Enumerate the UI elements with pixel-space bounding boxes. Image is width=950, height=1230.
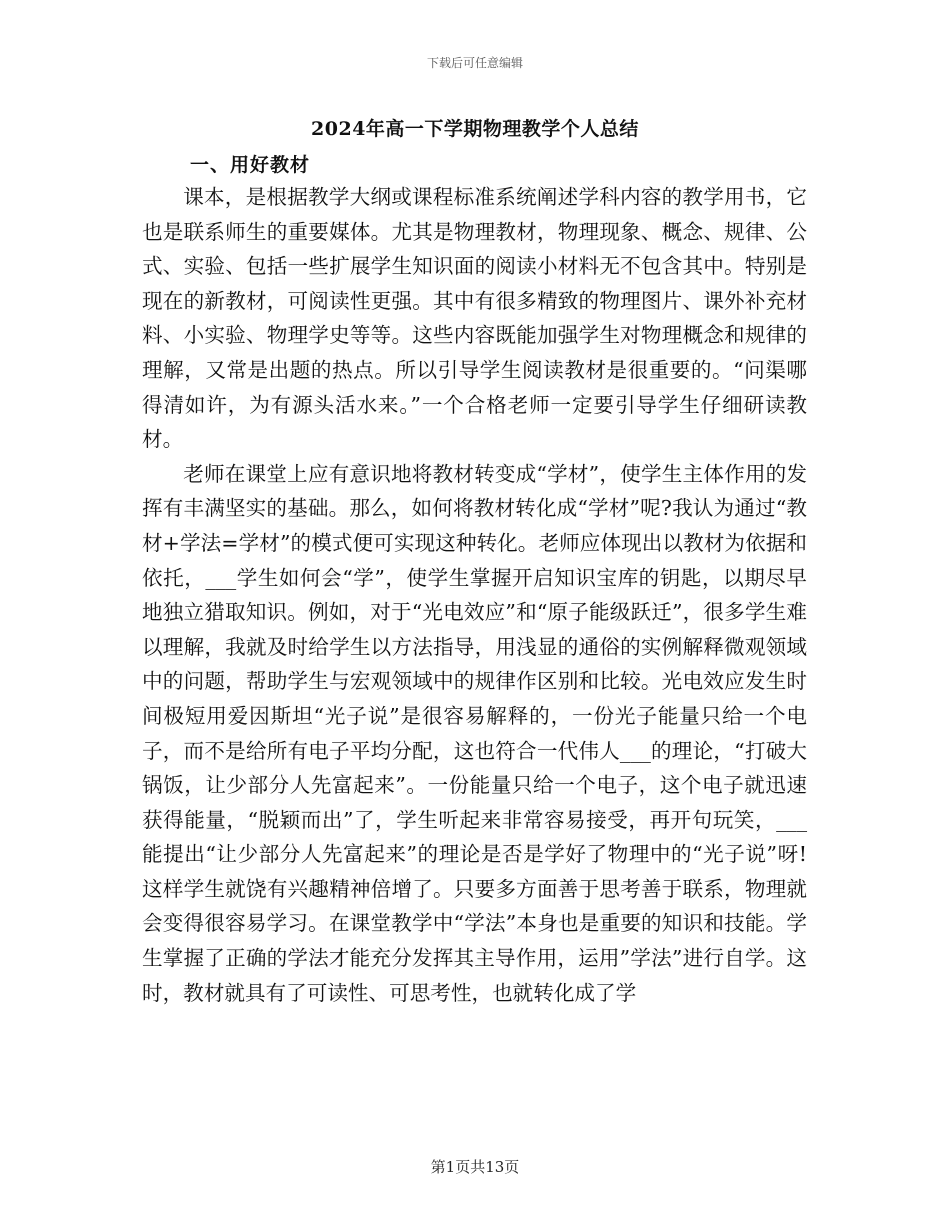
body-text (142, 180, 807, 1010)
document-title: 2024年高一下学期物理教学个人总结 (311, 118, 639, 140)
paragraph: 课本，是根据教学大纲或课程标准系统阐述学科内容的教学用书，它也是联系师生的重要媒体。尤其是物理教材，物理现象、概念、规律、公式、实验、包括一些扩展学生知识面的阅读小材料无不包含其中。特别是现在的新教材，可阅读性更强。其中有很多精致的物理图片、课外补充材料、小实验、物理学史等等。这些内容既能加强学生对物理概念和规律的理解，又常是出题的热点。所以引导学生阅读教材是很重要的。“问渠哪得清如许，为有源头活水来。”一个合格老师一定要引导学生仔细研读教材。 (142, 185, 807, 452)
paragraph: 老师在课堂上应有意识地将教材转变成“学材”，使学生主体作用的发挥有丰满坚实的基础。那么，如何将教材转化成“学材”呢?我认为通过“教材+学法=学材”的模式便可实现这种转化。老师应体现出以教材为依据和依托，___学生如何会“学”，使学生掌握开启知识宝库的钥匙，以期尽早地独立猎取知识。例如，对于“光电效应”和“原子能级跃迁”，很多学生难以理解，我就及时给学生以方法指导，用浅显的通俗的实例解释微观领域中的问题，帮助学生与宏观领域中的规律作区别和比较。光电效应发生时间极短用爱因斯坦“光子说”是很容易解释的，一份光子能量只给一个电子，而不是给所有电子平均分配，这也符合一代伟人___的理论，“打破大锅饭，让少部分人先富起来”。一份能量只给一个电子，这个电子就迅速获得能量，“脱颖而出”了，学生听起来非常容易接受，再开句玩笑，___能提出“让少部分人先富起来”的理论是否是学好了物理中的“光子说”呀!这样学生就饶有兴趣精神倍增了。只要多方面善于思考善于联系，物理就会变得很容易学习。在课堂教学中“学法”本身也是重要的知识和技能。学生掌握了正确的学法才能充分发挥其主导作用，运用”学法”进行自学。这时，教材就具有了可读性、可思考性，也就转化成了学 (142, 461, 807, 1005)
header-note: 下载后可任意编辑 (426, 56, 523, 70)
page-number-footer: 第1页共13页 (430, 1158, 520, 1176)
section-heading: 一、用好教材 (190, 154, 311, 176)
